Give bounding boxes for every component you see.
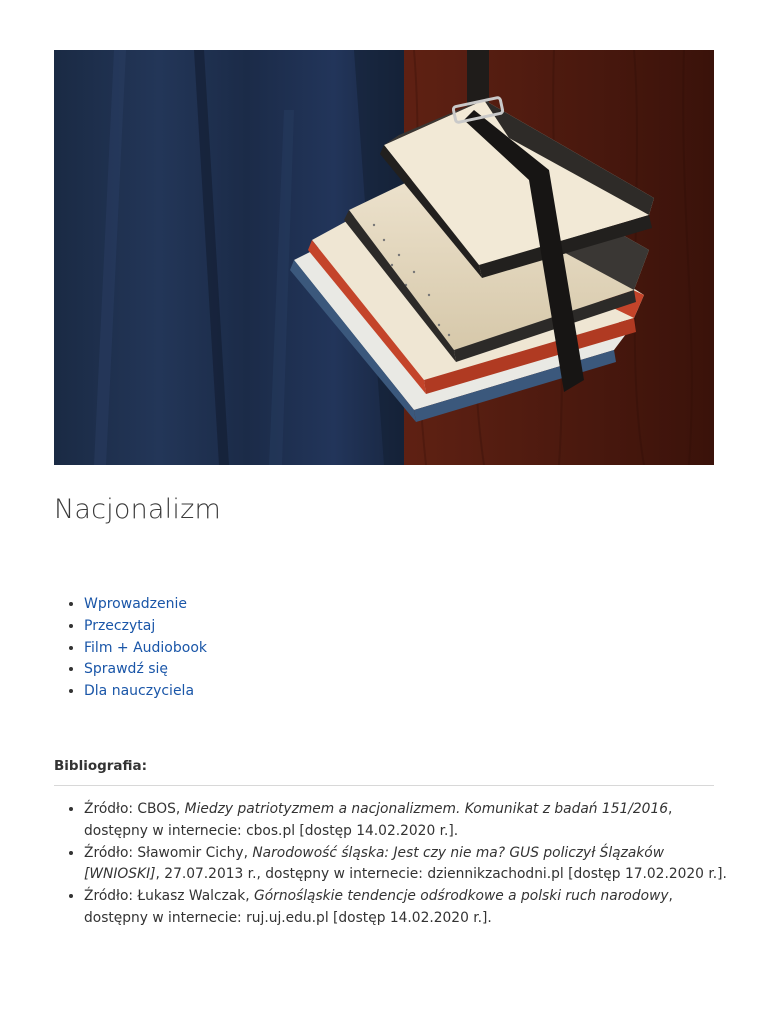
nav-item-wprowadzenie (84, 594, 207, 616)
entry-suffix: , dostępny w internecie: cbos.pl [dostęp 14.02.2020 r.]. (84, 801, 673, 839)
nav-link-film-audiobook[interactable]: Film + Audiobook (84, 639, 207, 656)
nav-item-film-audiobook (84, 638, 207, 660)
nav-link-sprawdz-sie[interactable]: Sprawdź się (84, 661, 169, 678)
entry-prefix: Źródło: Łukasz Walczak, (84, 888, 255, 905)
section-nav (54, 594, 207, 703)
nav-link-dla-nauczyciela[interactable]: Dla nauczyciela (84, 683, 195, 700)
bibliography-heading: Bibliografia: (54, 758, 148, 774)
entry-suffix: , dostępny w internecie: ruj.uj.edu.pl [dostęp 14.02.2020 r.]. (84, 888, 673, 926)
divider (54, 785, 714, 786)
nav-item-dla-nauczyciela (84, 681, 207, 703)
bibliography-entry (84, 843, 734, 887)
hero-image (54, 50, 714, 465)
bibliography-list (54, 799, 734, 930)
page-title: Nacjonalizm (54, 494, 221, 525)
bibliography-entry (84, 799, 734, 843)
entry-prefix: Źródło: CBOS, (84, 801, 185, 817)
entry-title: Narodowość śląska: Jest czy nie ma? GUS policzył Ślązaków [WNIOSKI] (84, 844, 665, 883)
nav-link-wprowadzenie[interactable]: Wprowadzenie (84, 596, 187, 612)
nav-item-sprawdz-sie (84, 659, 207, 681)
nav-item-przeczytaj (84, 616, 207, 638)
entry-suffix: , 27.07.2013 r., dostępny w internecie: dziennikzachodni.pl [dostęp 17.02.2020 r.]. (155, 866, 727, 883)
entry-title: Miedzy patriotyzmem a nacjonalizmem. Komunikat z badań 151/2016 (184, 801, 669, 817)
entry-prefix: Źródło: Sławomir Cichy, (84, 844, 253, 861)
nav-link-przeczytaj[interactable]: Przeczytaj (84, 617, 156, 634)
bibliography-entry (84, 886, 734, 930)
entry-title: Górnośląskie tendencje odśrodkowe a polski ruch narodowy (254, 888, 669, 905)
